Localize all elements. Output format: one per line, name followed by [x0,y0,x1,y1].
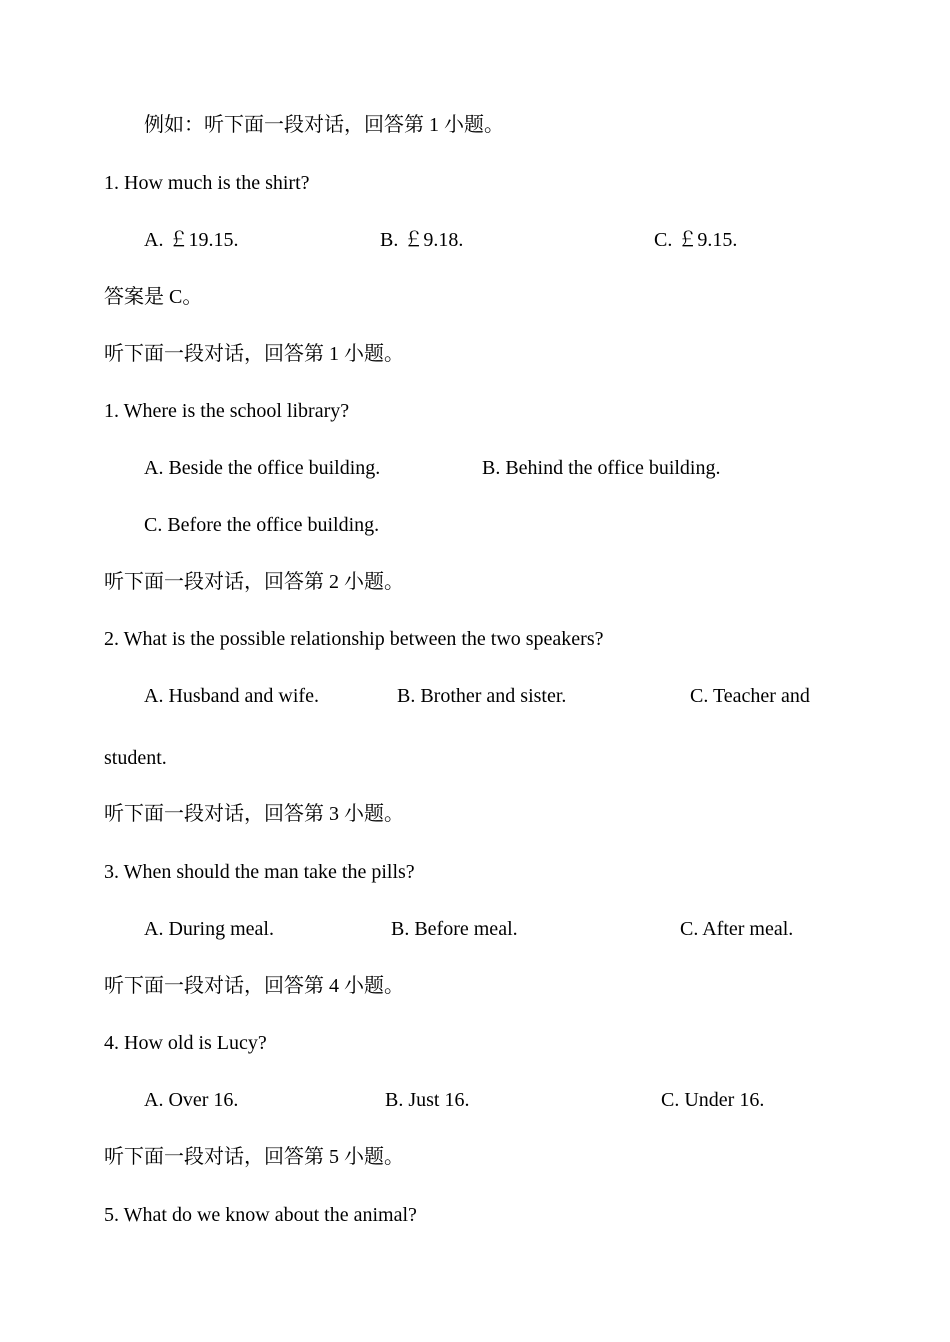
q3-option-c: C. After meal. [680,918,794,940]
q1-option-c: C. Before the office building. [144,514,380,536]
q1-option-a: A. Beside the office building. [144,457,381,479]
q4-instruction: 听下面一段对话，回答第 4 小题。 [104,975,404,997]
example-question: 1. How much is the shirt? [104,172,310,194]
example-intro: 例如：听下面一段对话，回答第 1 小题。 [144,114,504,136]
q2-option-b: B. Brother and sister. [397,685,567,707]
q4-option-a: A. Over 16. [144,1089,239,1111]
q5-question: 5. What do we know about the animal? [104,1204,417,1226]
q4-option-b: B. Just 16. [385,1089,470,1111]
example-option-c: C. ￡9.15. [654,229,738,251]
q4-option-c: C. Under 16. [661,1089,765,1111]
q1-instruction: 听下面一段对话，回答第 1 小题。 [104,343,404,365]
q3-option-a: A. During meal. [144,918,274,940]
q3-instruction: 听下面一段对话，回答第 3 小题。 [104,803,404,825]
q2-option-a: A. Husband and wife. [144,685,319,707]
q3-question: 3. When should the man take the pills? [104,861,415,883]
q1-question: 1. Where is the school library? [104,400,350,422]
q3-option-b: B. Before meal. [391,918,518,940]
example-option-b: B. ￡9.18. [380,229,464,251]
q2-option-c: C. Teacher and [690,685,810,707]
q1-option-b: B. Behind the office building. [482,457,721,479]
q4-question: 4. How old is Lucy? [104,1032,267,1054]
example-option-a: A. ￡19.15. [144,229,239,251]
q2-option-c-continued: student. [104,747,167,769]
example-answer: 答案是 C。 [104,286,203,308]
q2-instruction: 听下面一段对话，回答第 2 小题。 [104,571,404,593]
q5-instruction: 听下面一段对话，回答第 5 小题。 [104,1146,404,1168]
q2-question: 2. What is the possible relationship between the two speakers? [104,628,604,650]
